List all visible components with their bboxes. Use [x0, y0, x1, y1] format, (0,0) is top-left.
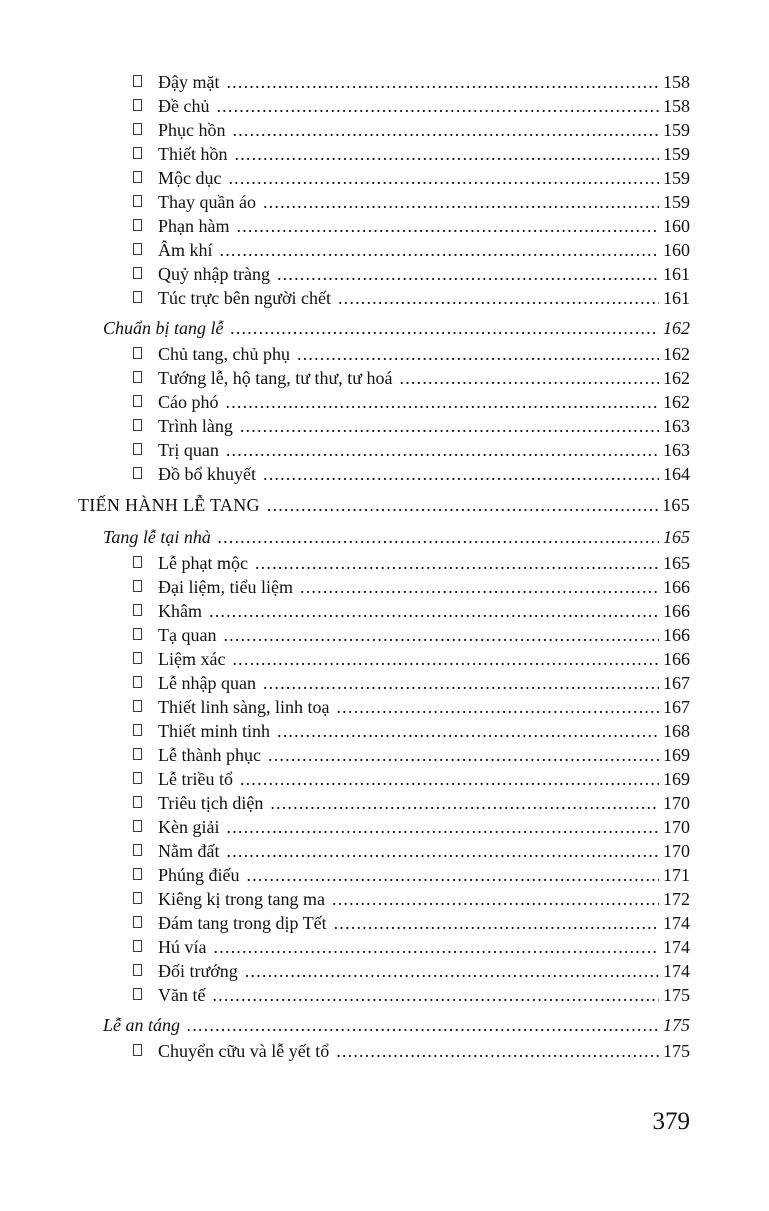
dot-leader [233, 118, 660, 142]
dot-leader [247, 863, 659, 887]
toc-entry-item [78, 366, 690, 390]
toc-entry-page: 161 [663, 288, 690, 308]
square-bullet-icon [133, 844, 142, 856]
toc-entry-page: 165 [663, 553, 690, 573]
dot-leader [187, 1012, 659, 1039]
toc-entry-page: 169 [663, 745, 690, 765]
toc-entry-label: Văn tế [158, 985, 206, 1005]
toc-entry-item [78, 462, 690, 486]
toc-entry-page: 163 [663, 416, 690, 436]
square-bullet-icon [133, 99, 142, 111]
toc-entry-item [78, 94, 690, 118]
toc-entry-page: 170 [663, 817, 690, 837]
square-bullet-icon [133, 916, 142, 928]
toc-entry-page: 172 [663, 889, 690, 909]
toc-entry-page: 175 [663, 1015, 690, 1035]
toc-entry-item [78, 166, 690, 190]
dot-leader [270, 791, 659, 815]
dot-leader [223, 623, 659, 647]
dot-leader [216, 94, 659, 118]
dot-leader [214, 935, 660, 959]
toc-entry-label: Đề chủ [158, 96, 210, 116]
square-bullet-icon [133, 443, 142, 455]
square-bullet-icon [133, 820, 142, 832]
toc-entry-item [78, 935, 690, 959]
toc-entry-label: Lễ thành phục [158, 745, 261, 765]
dot-leader [226, 839, 659, 863]
toc-entry-label: Khâm [158, 601, 202, 621]
square-bullet-icon [133, 556, 142, 568]
toc-entry-item [78, 791, 690, 815]
toc-entry-label: Trình làng [158, 416, 233, 436]
square-bullet-icon [133, 748, 142, 760]
toc-entry-page: 165 [663, 527, 690, 547]
toc-entry-label: Hú vía [158, 937, 207, 957]
square-bullet-icon [133, 419, 142, 431]
toc-entry-page: 166 [663, 649, 690, 669]
toc-entry-item [78, 262, 690, 286]
square-bullet-icon [133, 892, 142, 904]
toc-entry-label: Lễ an táng [103, 1015, 181, 1035]
toc-entry-label: Thiết minh tinh [158, 721, 270, 741]
dot-leader [228, 166, 659, 190]
dot-leader [226, 438, 659, 462]
toc-entry-item [78, 118, 690, 142]
toc-entry-label: Triêu tịch diện [158, 793, 264, 813]
square-bullet-icon [133, 395, 142, 407]
toc-entry-label: Quỷ nhập tràng [158, 264, 270, 284]
toc-entry-label: Thiết linh sàng, linh toạ [158, 697, 330, 717]
dot-leader [334, 911, 659, 935]
square-bullet-icon [133, 772, 142, 784]
dot-leader [263, 671, 659, 695]
square-bullet-icon [133, 291, 142, 303]
toc-entry-label: Liệm xác [158, 649, 226, 669]
toc-entry-page: 167 [663, 673, 690, 693]
dot-leader [263, 462, 659, 486]
dot-leader [226, 815, 659, 839]
toc-entry-page: 159 [663, 120, 690, 140]
toc-entry-item [78, 887, 690, 911]
toc-entry-page: 169 [663, 769, 690, 789]
toc-entry-label: Nằm đất [158, 841, 220, 861]
toc-entry-page: 165 [662, 495, 690, 515]
square-bullet-icon [133, 467, 142, 479]
toc-entry-item [78, 238, 690, 262]
toc-entry-label: TIẾN HÀNH LỄ TANG [78, 495, 260, 515]
dot-leader [240, 414, 659, 438]
square-bullet-icon [133, 267, 142, 279]
toc-entry-item [78, 719, 690, 743]
toc-entry-item [78, 983, 690, 1007]
toc-entry-page: 162 [663, 344, 690, 364]
toc-entry-item [78, 190, 690, 214]
toc-entry-item [78, 142, 690, 166]
square-bullet-icon [133, 868, 142, 880]
dot-leader [338, 286, 659, 310]
toc-entry-label: Tướng lễ, hộ tang, tư thư, tư hoá [158, 368, 393, 388]
toc-entry-page: 159 [663, 144, 690, 164]
toc-entry-item [78, 342, 690, 366]
toc-entry-label: Cáo phó [158, 392, 219, 412]
toc-entry-page: 166 [663, 601, 690, 621]
toc-entry-item [78, 414, 690, 438]
square-bullet-icon [133, 1044, 142, 1056]
dot-leader [336, 695, 659, 719]
dot-leader [226, 70, 659, 94]
square-bullet-icon [133, 171, 142, 183]
toc-entry-page: 175 [663, 1041, 690, 1061]
toc-entry-item [78, 863, 690, 887]
dot-leader [226, 390, 660, 414]
toc-entry-label: Phục hồn [158, 120, 226, 140]
toc-entry-page: 164 [663, 464, 690, 484]
dot-leader [231, 315, 660, 342]
toc-entry-label: Lễ nhập quan [158, 673, 256, 693]
toc-entry-label: Kèn giải [158, 817, 220, 837]
dot-leader [263, 190, 659, 214]
dot-leader [332, 887, 659, 911]
toc-entry-item [78, 599, 690, 623]
toc-entry-label: Đối trướng [158, 961, 238, 981]
square-bullet-icon [133, 940, 142, 952]
toc-entry-page: 174 [663, 961, 690, 981]
square-bullet-icon [133, 123, 142, 135]
toc-entry-page: 162 [663, 368, 690, 388]
toc-entry-item [78, 671, 690, 695]
toc-entry-page: 174 [663, 913, 690, 933]
toc-entry-page: 166 [663, 625, 690, 645]
toc-entry-label: Túc trực bên người chết [158, 288, 331, 308]
dot-leader [336, 1039, 659, 1063]
square-bullet-icon [133, 219, 142, 231]
square-bullet-icon [133, 243, 142, 255]
square-bullet-icon [133, 195, 142, 207]
toc-entry-item [78, 959, 690, 983]
dot-leader [400, 366, 659, 390]
dot-leader [245, 959, 659, 983]
toc-entry-item [78, 286, 690, 310]
toc-entry-item [78, 839, 690, 863]
toc-entry-label: Đậy mặt [158, 72, 220, 92]
toc-entry-label: Chủ tang, chủ phụ [158, 344, 290, 364]
dot-leader [267, 491, 658, 519]
toc-entry-page: 171 [663, 865, 690, 885]
toc-entry-label: Chuẩn bị tang lễ [103, 318, 224, 338]
dot-leader [237, 214, 660, 238]
dot-leader [255, 551, 659, 575]
toc-entry-label: Đồ bổ khuyết [158, 464, 256, 484]
toc-entry-label: Tang lễ tại nhà [103, 527, 211, 547]
toc-entry-page: 159 [663, 192, 690, 212]
toc-entry-label: Thay quần áo [158, 192, 256, 212]
toc-entry-label: Âm khí [158, 240, 213, 260]
toc-entry-page: 160 [663, 240, 690, 260]
toc-entry-item [78, 815, 690, 839]
toc-entry-item [78, 390, 690, 414]
toc-entry-item [78, 575, 690, 599]
toc-entry-section [78, 315, 690, 342]
toc-list [78, 70, 690, 1063]
toc-entry-label: Mộc dục [158, 168, 222, 188]
toc-entry-item [78, 767, 690, 791]
dot-leader [297, 342, 659, 366]
toc-entry-chapter [78, 491, 690, 519]
square-bullet-icon [133, 371, 142, 383]
toc-entry-section [78, 1012, 690, 1039]
toc-entry-page: 175 [663, 985, 690, 1005]
dot-leader [300, 575, 659, 599]
toc-entry-item [78, 911, 690, 935]
toc-entry-label: Đám tang trong dịp Tết [158, 913, 327, 933]
square-bullet-icon [133, 724, 142, 736]
square-bullet-icon [133, 988, 142, 1000]
square-bullet-icon [133, 347, 142, 359]
square-bullet-icon [133, 604, 142, 616]
toc-entry-item [78, 551, 690, 575]
toc-entry-page: 170 [663, 841, 690, 861]
toc-entry-page: 162 [663, 318, 690, 338]
toc-entry-item [78, 438, 690, 462]
toc-entry-label: Chuyển cữu và lễ yết tổ [158, 1041, 330, 1061]
square-bullet-icon [133, 964, 142, 976]
toc-entry-item [78, 214, 690, 238]
toc-entry-item [78, 1039, 690, 1063]
toc-entry-label: Lễ phạt mộc [158, 553, 248, 573]
toc-entry-page: 166 [663, 577, 690, 597]
toc-entry-page: 159 [663, 168, 690, 188]
page-folio-number: 379 [652, 1108, 690, 1135]
toc-entry-page: 162 [663, 392, 690, 412]
dot-leader [212, 983, 659, 1007]
dot-leader [268, 743, 659, 767]
toc-entry-page: 160 [663, 216, 690, 236]
dot-leader [240, 767, 659, 791]
toc-entry-label: Lễ triều tổ [158, 769, 233, 789]
toc-entry-page: 174 [663, 937, 690, 957]
toc-entry-page: 167 [663, 697, 690, 717]
dot-leader [277, 262, 659, 286]
toc-entry-item [78, 70, 690, 94]
toc-entry-page: 158 [663, 72, 690, 92]
toc-entry-page: 170 [663, 793, 690, 813]
dot-leader [235, 142, 660, 166]
square-bullet-icon [133, 628, 142, 640]
dot-leader [220, 238, 659, 262]
square-bullet-icon [133, 796, 142, 808]
square-bullet-icon [133, 580, 142, 592]
toc-entry-item [78, 743, 690, 767]
square-bullet-icon [133, 676, 142, 688]
toc-entry-label: Thiết hồn [158, 144, 228, 164]
square-bullet-icon [133, 652, 142, 664]
toc-entry-label: Trị quan [158, 440, 219, 460]
toc-entry-item [78, 647, 690, 671]
toc-entry-label: Đại liệm, tiểu liệm [158, 577, 293, 597]
toc-entry-item [78, 695, 690, 719]
toc-entry-label: Phúng điếu [158, 865, 240, 885]
toc-entry-page: 168 [663, 721, 690, 741]
dot-leader [277, 719, 659, 743]
square-bullet-icon [133, 700, 142, 712]
toc-entry-page: 161 [663, 264, 690, 284]
square-bullet-icon [133, 75, 142, 87]
dot-leader [209, 599, 659, 623]
toc-entry-label: Tạ quan [158, 625, 217, 645]
toc-entry-item [78, 623, 690, 647]
dot-leader [232, 647, 659, 671]
toc-entry-page: 158 [663, 96, 690, 116]
toc-entry-page: 163 [663, 440, 690, 460]
toc-entry-label: Kiêng kị trong tang ma [158, 889, 325, 909]
toc-entry-label: Phạn hàm [158, 216, 230, 236]
dot-leader [218, 524, 659, 551]
toc-entry-section [78, 524, 690, 551]
square-bullet-icon [133, 147, 142, 159]
